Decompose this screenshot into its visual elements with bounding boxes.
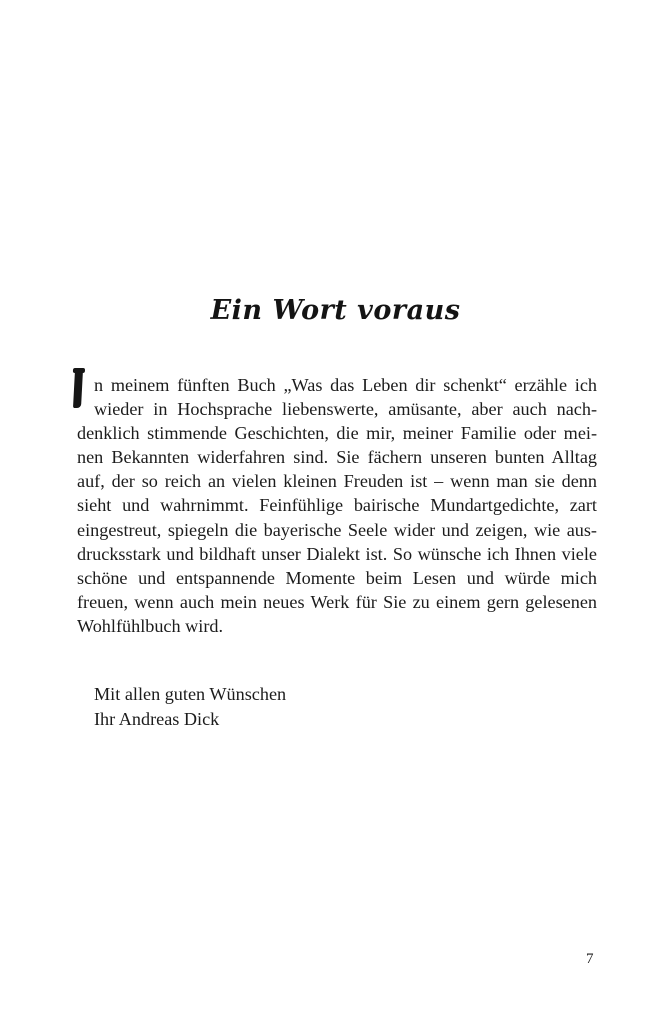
paragraph-line: freuen, wenn auch mein neues Werk für Sie zu einem gern gelesenen — [77, 591, 597, 612]
chapter-title: Ein Wort voraus — [210, 295, 461, 326]
paragraph-line: drucksstark und bildhaft unser Dialekt ist. So wünsche ich Ihnen viele — [77, 543, 597, 564]
closing-block — [94, 682, 286, 731]
closing-signature: Ihr Andreas Dick — [94, 708, 220, 729]
paragraph-line: nen Bekannten widerfahren sind. Sie fächern unseren bunten Alltag — [77, 447, 597, 468]
paragraph-line: Wohlfühlbuch wird. — [77, 615, 224, 636]
paragraph-line: wieder in Hochsprache liebenswerte, amüsante, aber auch nach- — [94, 399, 597, 420]
paragraph-line: schöne und entspannende Momente beim Lesen und würde mich — [77, 567, 597, 588]
paragraph-line: n meinem fünften Buch „Was das Leben dir schenkt“ erzähle ich — [94, 375, 597, 395]
paragraph-line: sieht und wahrnimmt. Feinfühlige bairische Mundartgedichte, zart — [77, 495, 597, 516]
paragraph-line: denklich stimmende Geschichten, die mir, meiner Familie oder mei- — [77, 423, 597, 444]
body-paragraph — [77, 373, 597, 638]
page-number: 7 — [586, 951, 594, 967]
paragraph-line: eingestreut, spiegeln die bayerische Seele wider und zeigen, wie aus- — [77, 519, 597, 540]
paragraph-line: auf, der so reich an vielen kleinen Freuden ist – wenn man sie denn — [77, 471, 597, 492]
closing-greeting: Mit allen guten Wünschen — [94, 684, 287, 704]
